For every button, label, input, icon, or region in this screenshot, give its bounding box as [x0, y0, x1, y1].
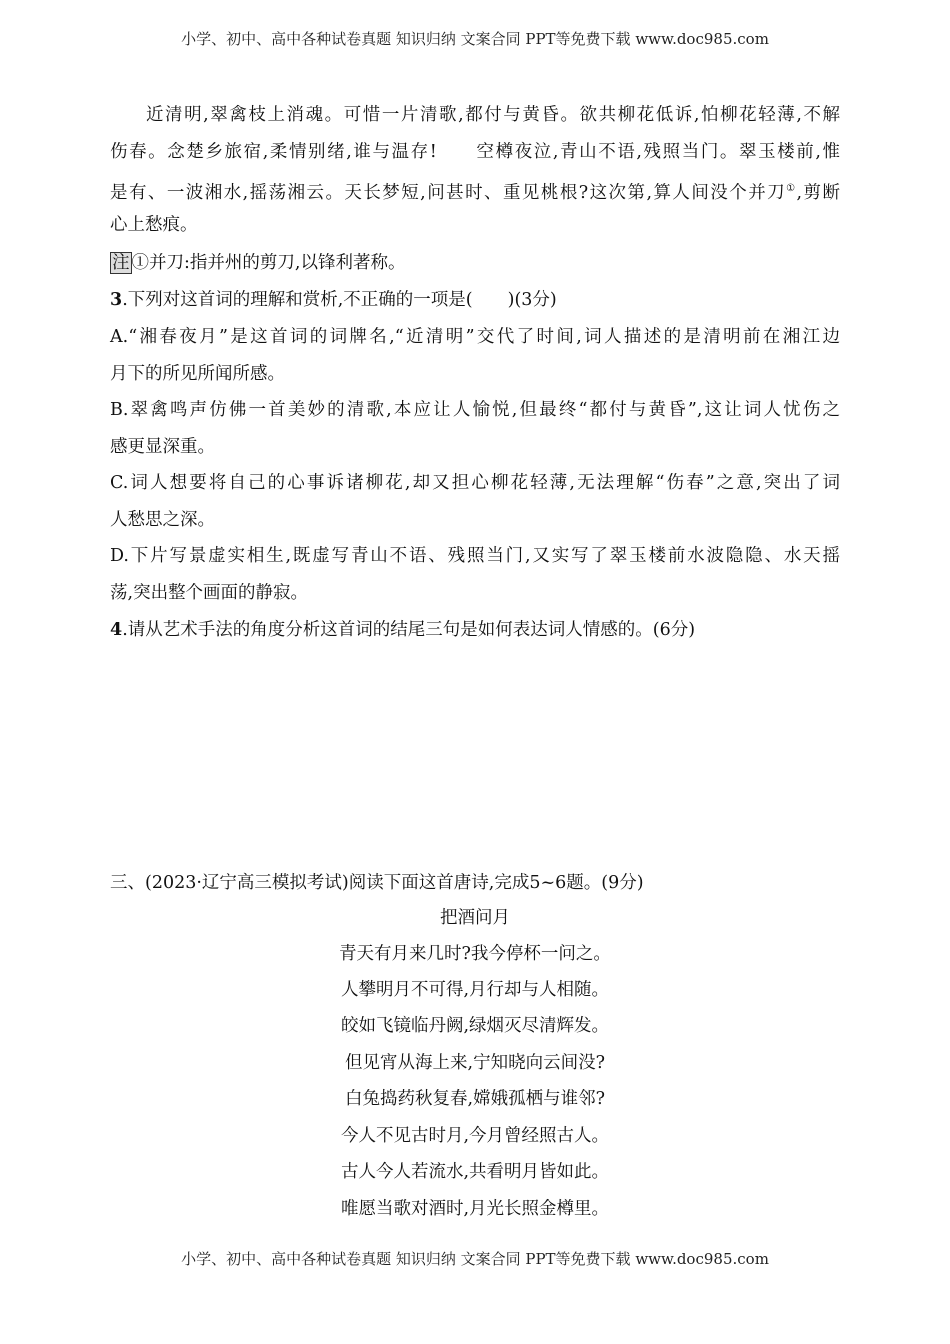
poem-line: 今人不见古时月,今月曾经照古人。 — [340, 1126, 610, 1146]
footnote — [110, 252, 840, 274]
poem-line — [110, 178, 840, 204]
question-3 — [110, 289, 840, 311]
question-4 — [110, 619, 840, 641]
poem-line: 古人今人若流水,共看明月皆如此。 — [340, 1162, 610, 1182]
option-c-line: 人愁思之深。 — [110, 510, 215, 530]
option-a-line: A.“湘春夜月”是这首词的词牌名,“近清明”交代了时间,词人描述的是清明前在湘江边 — [110, 327, 840, 347]
note-text: ①并刀:指并州的剪刀,以锋利著称。 — [131, 253, 406, 273]
poem-line: 伤春。念楚乡旅宿,柔情别绪,谁与温存! 空樽夜泣,青山不语,残照当门。翠玉楼前,惟 — [110, 142, 840, 162]
poem-text: 是有、一波湘水,摇荡湘云。天长梦短,问甚时、重见桃根?这次第,算人间没个并刀 — [110, 182, 787, 203]
section-heading: 三、(2023·辽宁高三模拟考试)阅读下面这首唐诗,完成5~6题。(9分) — [110, 873, 644, 893]
poem-line: 青天有月来几时?我今停杯一问之。 — [339, 944, 611, 964]
question-text: .下列对这首词的理解和赏析,不正确的一项是( )(3分) — [122, 290, 557, 310]
poem-line: 但见宵从海上来,宁知晓向云间没? — [345, 1053, 605, 1073]
question-text: .请从艺术手法的角度分析这首词的结尾三句是如何表达词人情感的。(6分) — [122, 620, 696, 640]
question-number: 3 — [110, 290, 123, 310]
page-footer: 小学、初中、高中各种试卷真题 知识归纳 文案合同 PPT等免费下载 www.doc985.com — [181, 1250, 769, 1268]
question-number: 4 — [110, 620, 123, 640]
option-c-line: C.词人想要将自己的心事诉诸柳花,却又担心柳花轻薄,无法理解“伤春”之意,突出了词 — [110, 473, 840, 493]
poem-line: 皎如飞镜临丹阙,绿烟灭尽清辉发。 — [340, 1016, 610, 1036]
option-d-line: 荡,突出整个画面的静寂。 — [110, 583, 309, 603]
poem-line: 唯愿当歌对酒时,月光长照金樽里。 — [340, 1199, 610, 1219]
poem-title: 把酒问月 — [440, 908, 510, 928]
option-d-line: D.下片写景虚实相生,既虚写青山不语、残照当门,又实写了翠玉楼前水波隐隐、水天摇 — [110, 546, 840, 566]
poem-text: ,剪断 — [796, 182, 840, 203]
option-b-line: 感更显深重。 — [110, 437, 215, 457]
option-a-line: 月下的所见所闻所感。 — [110, 364, 285, 384]
poem-line: 近清明,翠禽枝上消魂。可惜一片清歌,都付与黄昏。欲共柳花低诉,怕柳花轻薄,不解 — [146, 105, 840, 125]
option-b-line: B.翠禽鸣声仿佛一首美妙的清歌,本应让人愉悦,但最终“都付与黄昏”,这让词人忧伤之 — [110, 400, 840, 420]
footnote-ref: ① — [786, 183, 797, 194]
poem-line: 人攀明月不可得,月行却与人相随。 — [340, 980, 610, 1000]
page-header: 小学、初中、高中各种试卷真题 知识归纳 文案合同 PPT等免费下载 www.doc985.com — [181, 30, 769, 48]
poem-line: 白兔捣药秋复春,嫦娥孤栖与谁邻? — [345, 1089, 605, 1109]
poem-line: 心上愁痕。 — [110, 215, 198, 235]
note-label: 注 — [112, 253, 130, 273]
